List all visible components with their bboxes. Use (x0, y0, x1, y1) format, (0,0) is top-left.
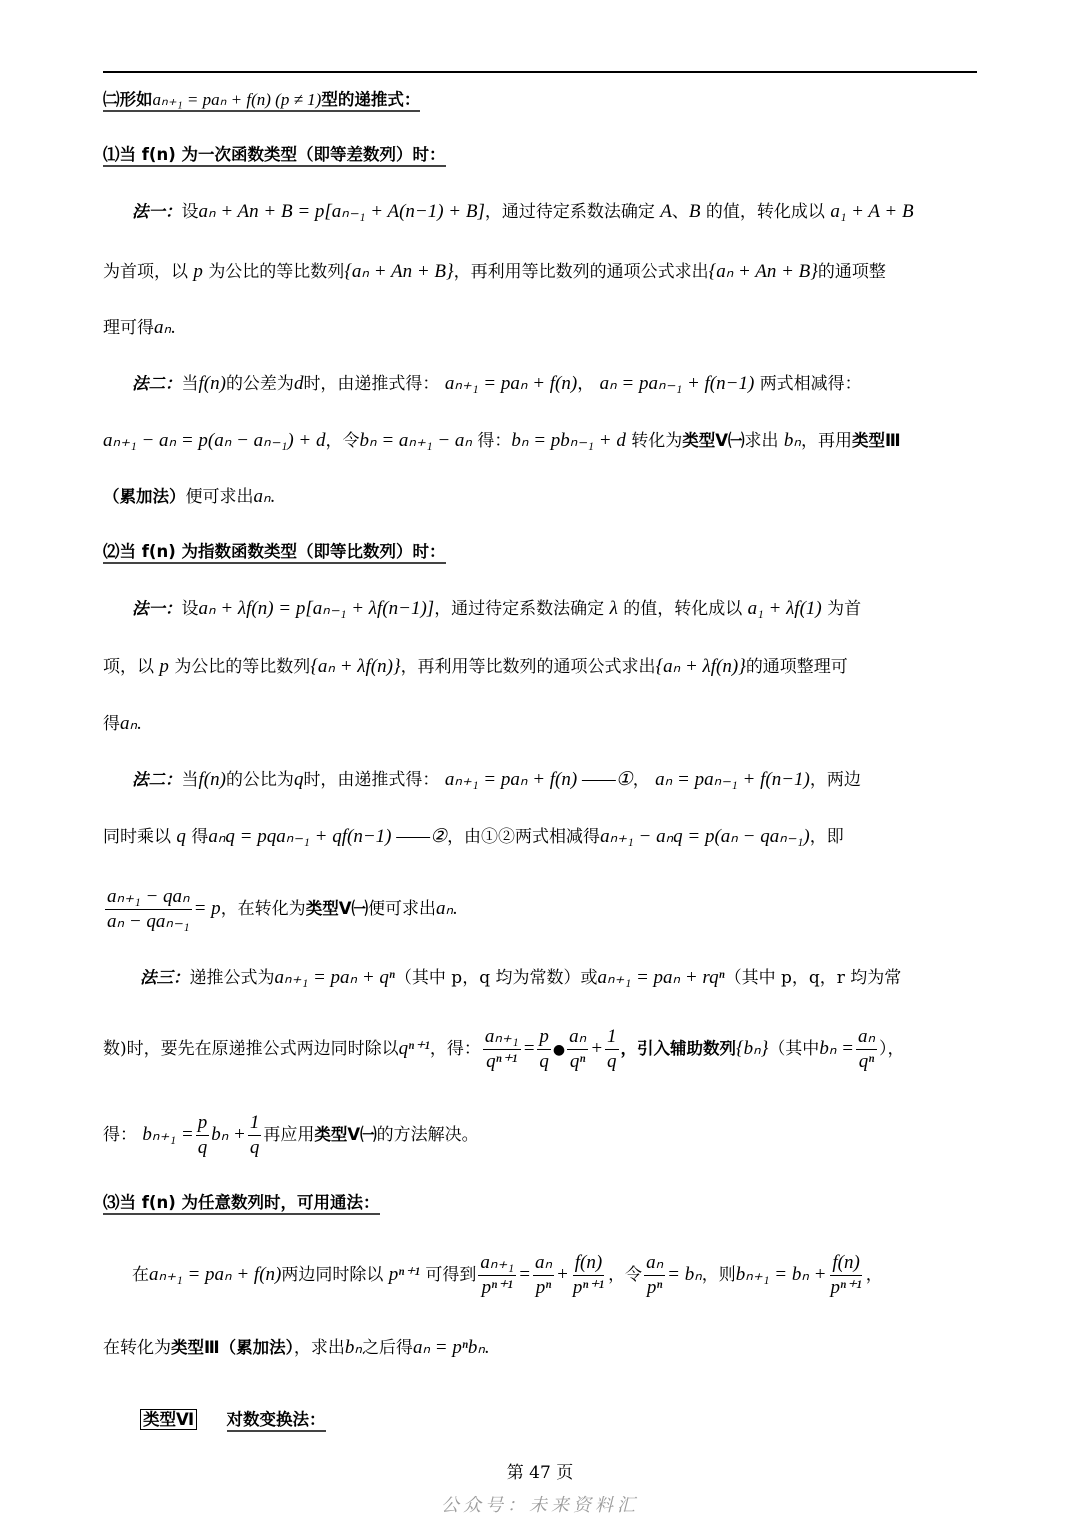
formula: aₙ₊₁ = paₙ + rqⁿ (597, 967, 725, 988)
heading-main-prefix: ㈡形如 (103, 90, 153, 109)
denominator: qⁿ⁺¹ (486, 1051, 518, 1072)
type6-box: 类型Ⅵ (140, 1409, 197, 1430)
text: 得 (103, 714, 120, 734)
formula: λ (609, 598, 618, 619)
text: ，再用 (801, 431, 852, 451)
text: ）， (879, 1039, 905, 1059)
formula: aₙ + An + B = p[aₙ₋₁ + A(n−1) + B] (198, 201, 485, 222)
bold-ref: 类型Ⅴ㈠ (305, 899, 368, 918)
fraction (105, 886, 192, 933)
numerator: aₙ (856, 1026, 877, 1050)
formula: aₙ. (120, 713, 142, 734)
case3-heading: ⑶当 f(n) 为任意数列时，可用通法： (103, 1193, 380, 1215)
formula: a₁ + A + B (830, 201, 914, 222)
case1-m1-line2 (103, 260, 886, 284)
text: 的公比为 (225, 770, 294, 790)
denominator: pⁿ (646, 1277, 663, 1298)
text: ，令 (608, 1265, 643, 1285)
type6-heading-line (140, 1408, 326, 1432)
case2-m3-label: 法三： (140, 968, 190, 987)
text: ，即 (809, 827, 844, 847)
fraction (571, 1252, 606, 1299)
case1-heading: ⑴当 f(n) 为一次函数类型（即等差数列）时： (103, 145, 446, 167)
text: 两边同时除以 (281, 1265, 384, 1285)
text: ，由①②两式相减得 (447, 827, 601, 847)
text: ，通过待定系数法确定 (434, 599, 605, 619)
case1-heading-line (103, 143, 446, 167)
denominator: qⁿ (569, 1051, 586, 1072)
text: 数)时，要先在原递推公式两边同时除以 (103, 1039, 399, 1059)
text: ，令 (325, 431, 360, 451)
page-number: 第 47 页 (506, 1463, 574, 1483)
text: ，求出 (293, 1338, 345, 1358)
formula: aₙ. (435, 898, 458, 919)
formula: d (293, 373, 304, 394)
text: 当 (181, 374, 199, 394)
heading-main-formula: aₙ₊₁ = paₙ + f(n) (p ≠ 1) (152, 90, 322, 109)
top-rule (103, 71, 977, 73)
case2-m3-line3 (103, 1106, 479, 1164)
formula: pⁿ⁺¹ (388, 1264, 420, 1285)
formula: p (159, 656, 169, 677)
formula: q (293, 769, 304, 790)
fraction (537, 1026, 551, 1073)
text: 得： (477, 431, 512, 451)
formula: aₙq = pqaₙ₋₁ + qf(n−1) ——② (208, 826, 448, 847)
numerator: aₙ (533, 1252, 554, 1276)
denominator: pⁿ (535, 1277, 552, 1298)
numerator: aₙ₊₁ − qaₙ (105, 886, 192, 910)
text: （其中 p，q 均为常数）或 (394, 968, 598, 988)
case2-m2-line3 (103, 880, 458, 938)
numerator: aₙ (567, 1026, 588, 1050)
numerator: 1 (248, 1112, 262, 1136)
text: 理可得 (103, 318, 154, 338)
text: 、 (671, 202, 689, 222)
bold-ref: （累加法） (103, 487, 186, 506)
formula: aₙ = paₙ₋₁ + f(n−1) (599, 373, 755, 394)
text: ，再利用等比数列的通项公式求出 (453, 262, 709, 282)
text: （其中 (768, 1039, 820, 1059)
fraction (828, 1252, 863, 1299)
case2-m1-label: 法一： (132, 599, 182, 618)
denominator: q (539, 1051, 549, 1072)
numerator: f(n) (830, 1252, 861, 1276)
text: 再应用 (263, 1125, 315, 1145)
denominator: pⁿ⁺¹ (481, 1277, 513, 1298)
text: 时，由递推式得： (303, 374, 440, 394)
text: 的公差为 (225, 374, 294, 394)
denominator: qⁿ (858, 1051, 875, 1072)
numerator: p (537, 1026, 551, 1050)
formula: aₙ₊₁ = paₙ + f(n) (149, 1264, 282, 1285)
text: ，得： (429, 1039, 481, 1059)
text: 之后得 (361, 1338, 413, 1358)
case1-m2-label: 法二： (132, 374, 182, 393)
formula: {aₙ + An + B} (708, 261, 818, 282)
text: 的通项整理可 (745, 657, 848, 677)
numerator: p (196, 1112, 210, 1136)
text: 的方法解决。 (376, 1125, 479, 1145)
numerator: aₙ₊₁ (483, 1026, 521, 1050)
formula: aₙ₊₁ − aₙq = p(aₙ − qaₙ₋₁) (600, 826, 810, 847)
numerator: f(n) (573, 1252, 604, 1276)
bold-ref: 类型Ⅴ㈠ (314, 1125, 377, 1144)
text: 的值，转化成以 (705, 202, 825, 222)
formula: = bₙ (667, 1264, 702, 1285)
formula: f(n) (198, 769, 226, 790)
formula: bₙ₊₁ = bₙ + (735, 1264, 827, 1285)
formula: aₙ. (154, 317, 176, 338)
case1-m1-line3 (103, 316, 176, 340)
numerator: aₙ₊₁ (478, 1252, 516, 1276)
text: 同时乘以 (103, 827, 171, 847)
formula: {aₙ + λf(n)} (310, 656, 401, 677)
text: 得 (191, 827, 209, 847)
text: ， (577, 374, 595, 394)
formula: + (590, 1038, 604, 1059)
bold-ref: 类型Ⅲ (852, 431, 901, 450)
formula: = (522, 1038, 536, 1059)
watermark: 公众号：未来资料汇 (441, 1495, 639, 1516)
formula: q (176, 826, 186, 847)
case2-m2-label: 法二： (132, 770, 182, 789)
text: （其中 p，q，r 均为常 (724, 968, 902, 988)
fraction (483, 1026, 521, 1073)
type6-title: 对数变换法： (227, 1410, 326, 1432)
text: ，通过待定系数法确定 (484, 202, 655, 222)
formula: bₙ (783, 430, 801, 451)
formula: aₙ. (253, 486, 276, 507)
formula: aₙ₊₁ − aₙ = p(aₙ − aₙ₋₁) + d (103, 430, 326, 451)
case2-m2-line1 (132, 768, 861, 792)
formula: bₙ = (819, 1038, 854, 1059)
case2-m3-line1 (140, 966, 901, 990)
bold-ref: ，引入辅助数列 (620, 1039, 737, 1058)
denominator: pⁿ⁺¹ (830, 1277, 862, 1298)
case2-m1-line1 (132, 597, 861, 621)
denominator: aₙ − qaₙ₋₁ (107, 911, 190, 932)
text: ，两边 (809, 770, 861, 790)
formula: = (518, 1264, 531, 1285)
formula: qⁿ⁺¹ (398, 1038, 430, 1059)
formula: aₙ₊₁ = paₙ + f(n) ——① (444, 769, 633, 790)
formula: aₙ₊₁ = paₙ + f(n) (444, 373, 578, 394)
formula: + (556, 1264, 569, 1285)
case2-m1-line3 (103, 712, 142, 736)
fraction (533, 1252, 554, 1299)
text: 求出 (744, 431, 779, 451)
case1-m1-label: 法一： (132, 202, 182, 221)
case2-m3-line2 (103, 1020, 905, 1079)
text: 便可求出 (185, 487, 254, 507)
formula: {aₙ + An + B} (344, 261, 454, 282)
text: 可得到 (425, 1265, 477, 1285)
text: 便可求出 (367, 899, 436, 919)
fraction (605, 1026, 619, 1073)
case2-heading-line (103, 540, 446, 564)
formula: B (688, 201, 701, 222)
text: 转化为 (631, 431, 683, 451)
fraction (248, 1112, 262, 1159)
fraction (644, 1252, 665, 1299)
case2-m2-line2 (103, 825, 844, 849)
text: 得： (103, 1125, 137, 1145)
text: 在 (132, 1265, 149, 1285)
formula: {aₙ + λf(n)} (655, 656, 746, 677)
case2-heading: ⑵当 f(n) 为指数函数类型（即等比数列）时： (103, 542, 446, 564)
fraction (196, 1112, 210, 1159)
formula: aₙ = pⁿbₙ (412, 1337, 485, 1358)
formula: {bₙ} (736, 1038, 769, 1059)
numerator: 1 (605, 1026, 619, 1050)
fraction (856, 1026, 877, 1073)
formula: aₙ + λf(n) = p[aₙ₋₁ + λf(n−1)] (198, 598, 435, 619)
formula: bₙ = aₙ₊₁ − aₙ (359, 430, 472, 451)
text: 为首项，以 (103, 262, 188, 282)
denominator: q (607, 1051, 617, 1072)
text: 项，以 (103, 657, 154, 677)
fraction (567, 1026, 588, 1073)
case1-m1-line1 (132, 200, 914, 224)
dot-operator: ● (552, 1042, 566, 1058)
text: 的通项整 (817, 262, 886, 282)
formula: = p (193, 898, 221, 919)
numerator: aₙ (644, 1252, 665, 1276)
text: 当 (181, 770, 199, 790)
text: 设 (181, 202, 199, 222)
case3-heading-line (103, 1191, 380, 1215)
formula: bₙ (344, 1337, 362, 1358)
formula: p (193, 261, 203, 282)
formula: aₙ = paₙ₋₁ + f(n−1) (655, 769, 810, 790)
case2-m1-line2 (103, 655, 848, 679)
text: 为首 (827, 599, 862, 619)
text: 为公比的等比数列 (174, 657, 311, 677)
denominator: pⁿ⁺¹ (572, 1277, 605, 1298)
formula: f(n) (198, 373, 226, 394)
fraction (478, 1252, 516, 1299)
denominator: q (249, 1137, 260, 1158)
bold-ref: 类型Ⅲ（累加法） (171, 1338, 294, 1357)
formula: aₙ₊₁ = paₙ + qⁿ (274, 967, 395, 988)
text: 的值，转化成以 (623, 599, 743, 619)
text: 在转化为 (103, 1338, 171, 1358)
formula: bₙ + (211, 1124, 246, 1145)
text: ， (632, 770, 650, 790)
heading-main-suffix: 型的递推式： (321, 90, 421, 109)
heading-main (103, 88, 420, 112)
formula: A (660, 201, 672, 222)
text: 为公比的等比数列 (208, 262, 345, 282)
case1-m2-line1 (132, 372, 862, 396)
denominator: q (197, 1137, 208, 1158)
case1-m2-line2 (103, 429, 901, 453)
case3-line1 (132, 1246, 883, 1304)
formula: . (484, 1337, 490, 1358)
text: 递推公式为 (189, 968, 275, 988)
text: 两式相减得： (759, 374, 862, 394)
text: 设 (181, 599, 199, 619)
formula: a₁ + λf(1) (747, 598, 822, 619)
formula: bₙ = pbₙ₋₁ + d (511, 430, 626, 451)
formula: bₙ₊₁ = (142, 1124, 194, 1145)
text: ，则 (701, 1265, 736, 1285)
text: ，在转化为 (220, 899, 306, 919)
text: 时，由递推式得： (303, 770, 440, 790)
case3-line2 (103, 1336, 490, 1360)
case1-m2-line3 (103, 485, 275, 509)
text: ， (865, 1265, 883, 1285)
text: ，再利用等比数列的通项公式求出 (400, 657, 656, 677)
bold-ref: 类型Ⅴ㈠ (682, 431, 745, 450)
